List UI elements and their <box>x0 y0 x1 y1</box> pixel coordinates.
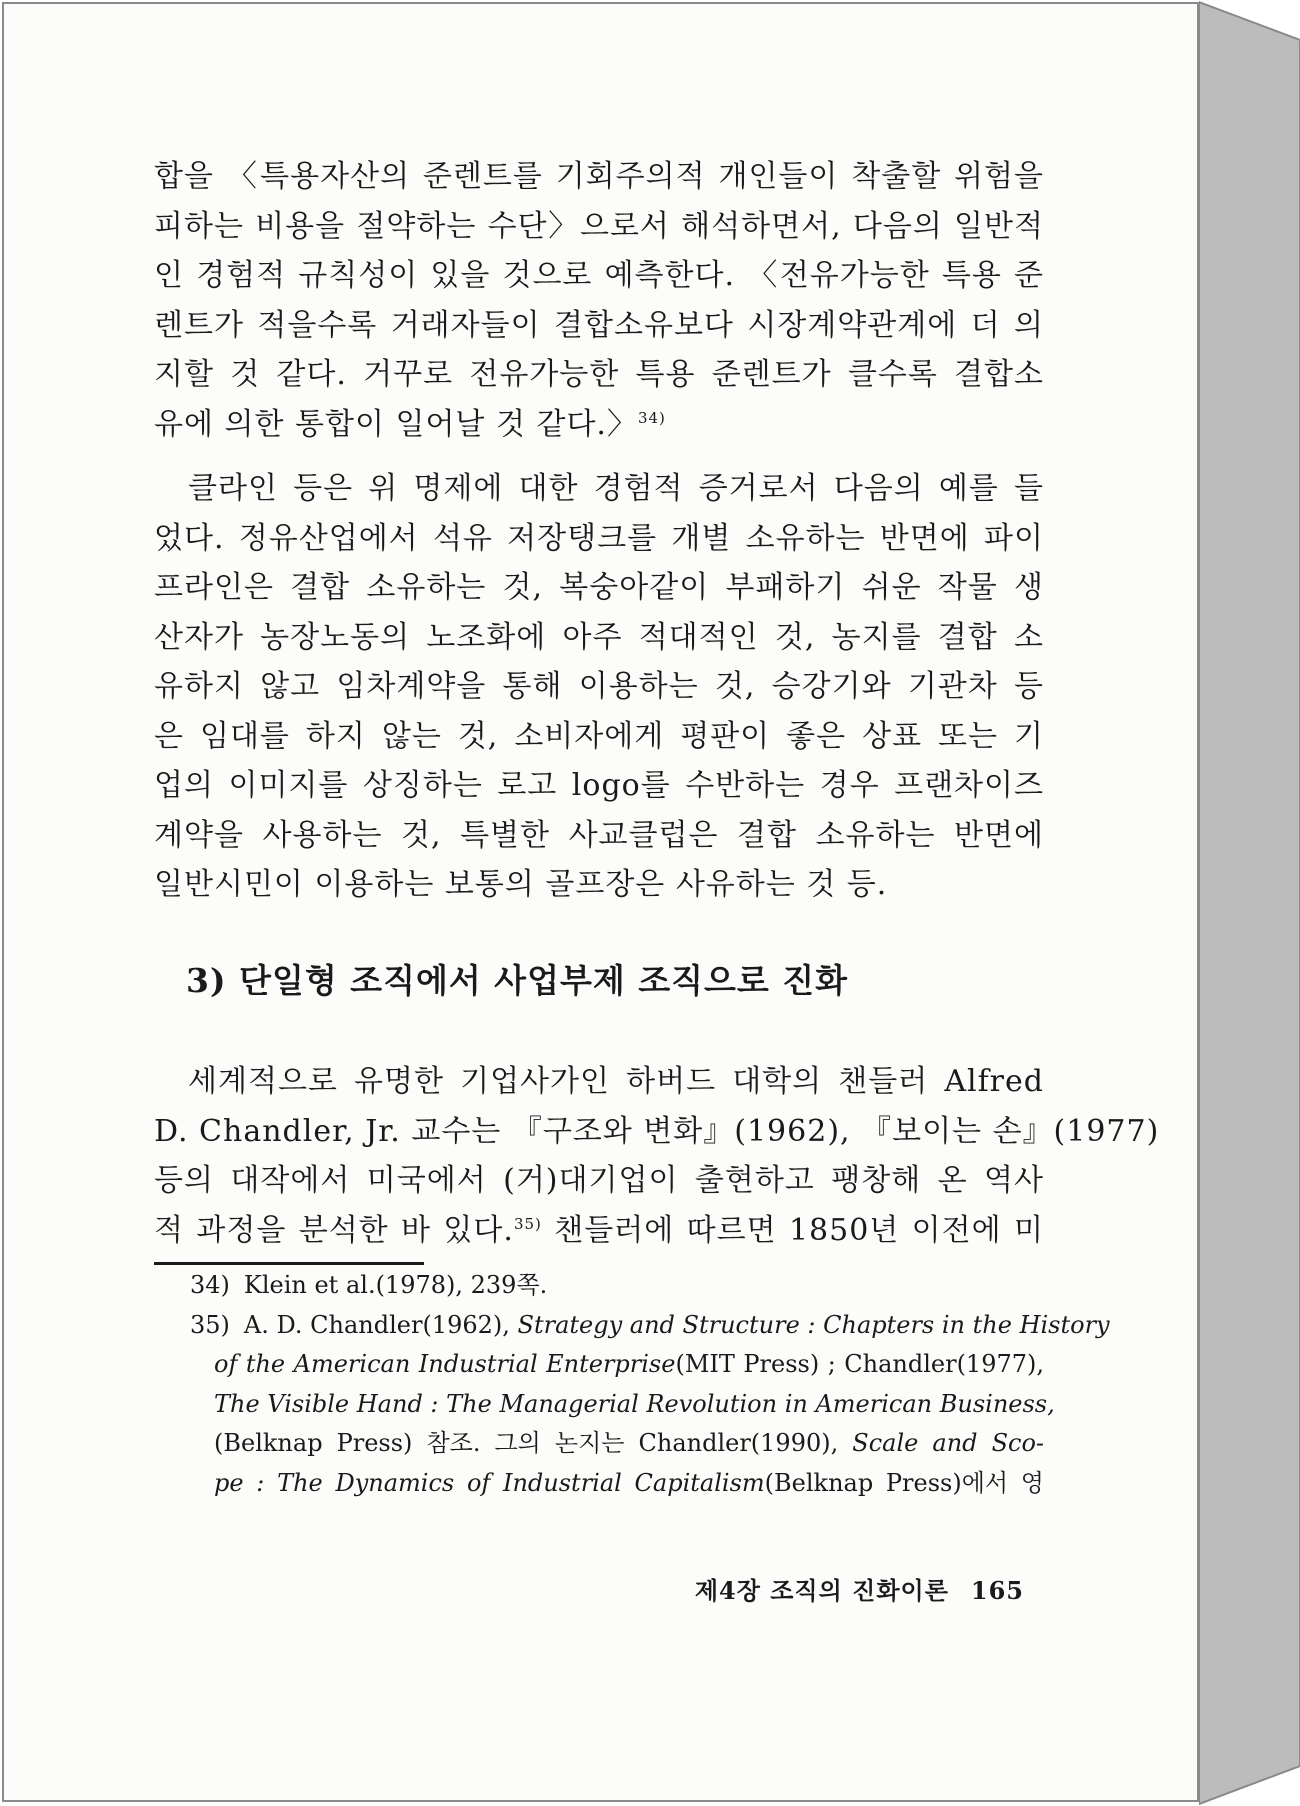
paragraph-line: 은 임대를 하지 않는 것, 소비자에게 평판이 좋은 상표 또는 기 <box>154 718 1044 754</box>
paragraph-line: 일반시민이 이용하는 보통의 골프장은 사유하는 것 등. <box>154 867 888 902</box>
running-title: 제4장 조직의 진화이론 <box>694 1576 949 1605</box>
paragraph-line: 클라인 등은 위 명제에 대한 경험적 증거로서 다음의 예를 들 <box>188 471 1044 506</box>
paragraph-line: 합을 〈특용자산의 준렌트를 기회주의적 개인들이 착출할 위험을 <box>154 159 1044 194</box>
paragraph-line: 세계적으로 유명한 기업사가인 하버드 대학의 챈들러 Alfred <box>188 1064 1044 1099</box>
footnote-text: A. D. Chandler(1962), <box>243 1310 518 1339</box>
footnote-text: (Belknap Press) 참조. 그의 논지는 Chandler(1990), <box>214 1429 853 1457</box>
footnote-number: 35) <box>190 1310 230 1339</box>
paragraph-line-last <box>154 400 1044 450</box>
paragraph-line: 피하는 비용을 절약하는 수단〉으로서 해석하면서, 다음의 일반적 <box>154 208 1044 244</box>
paragraph-text: 챈들러에 따르면 1850년 이전에 미 <box>554 1212 1044 1248</box>
paragraph-line: 지할 것 같다. 거꾸로 전유가능한 특용 준렌트가 클수록 결합소 <box>154 357 1044 392</box>
page-number: 165 <box>970 1576 1024 1605</box>
page-stack-edge <box>1199 0 1300 1806</box>
footnote-35-line-1 <box>154 1306 1110 1346</box>
paragraph-1 <box>154 152 1044 449</box>
paragraph-text: 유에 의한 통합이 일어날 것 같다.〉 <box>154 406 638 442</box>
footnote-number: 34) <box>190 1271 230 1299</box>
footnotes <box>154 1266 1110 1503</box>
paragraph-line: 산자가 농장노동의 노조화에 아주 적대적인 것, 농지를 결합 소 <box>154 619 1044 655</box>
footnote-text: (Belknap Press)에서 영 <box>764 1468 1044 1497</box>
paragraph-line: 인 경험적 규칙성이 있을 것으로 예측한다. 〈전유가능한 특용 준 <box>154 258 1044 293</box>
page-stack-side <box>1199 2 1300 1804</box>
paragraph-line: 었다. 정유산업에서 석유 저장탱크를 개별 소유하는 반면에 파이 <box>154 520 1044 556</box>
footnote-35-line-3: The Visible Hand : The Managerial Revolution in American Business, <box>214 1389 1055 1418</box>
running-footer <box>644 1574 1024 1608</box>
section-heading: 3) 단일형 조직에서 사업부제 조직으로 진화 <box>186 961 848 1000</box>
book-title: pe : The Dynamics of Industrial Capitalism <box>214 1468 765 1497</box>
footnote-text: Klein et al.(1978), 239쪽. <box>243 1271 548 1299</box>
footnote-ref-35[interactable]: 35) <box>513 1214 542 1233</box>
footnote-text: (MIT Press) ; Chandler(1977), <box>675 1350 1045 1378</box>
footnote-separator <box>154 1262 424 1265</box>
footnote-35-line-2 <box>154 1345 1044 1385</box>
footnote-35-line-5 <box>154 1464 1044 1504</box>
paragraph-3 <box>154 1057 1160 1255</box>
paragraph-line: 유하지 않고 임차계약을 통해 이용하는 것, 승강기와 기관차 등 <box>154 669 1044 704</box>
book-title: Scale and Sco- <box>852 1429 1045 1457</box>
paragraph-line: 렌트가 적을수록 거래자들이 결합소유보다 시장계약관계에 더 의 <box>154 307 1044 343</box>
paragraph-line: 프라인은 결합 소유하는 것, 복숭아같이 부패하기 쉬운 작물 생 <box>154 570 1044 605</box>
paragraph-2 <box>154 464 1044 910</box>
book-title: Strategy and Structure : Chapters in the History <box>517 1310 1110 1339</box>
book-title: of the American Industrial Enterprise <box>214 1350 676 1378</box>
paragraph-line: 계약을 사용하는 것, 특별한 사교클럽은 결합 소유하는 반면에 <box>154 817 1044 853</box>
footnote-34 <box>154 1266 1044 1306</box>
book-page <box>2 2 1199 1802</box>
footnote-35-line-4 <box>154 1424 1044 1464</box>
paragraph-line: 등의 대작에서 미국에서 (거)대기업이 출현하고 팽창해 온 역사 <box>154 1163 1044 1198</box>
footnote-ref-34[interactable]: 34) <box>637 408 666 427</box>
paragraph-line-mixed <box>154 1206 1044 1256</box>
paragraph-line: D. Chandler, Jr. 교수는 『구조와 변화』(1962), 『보이는 손』(1977) <box>154 1113 1160 1149</box>
paragraph-text: 적 과정을 분석한 바 있다. <box>154 1212 514 1248</box>
paragraph-line: 업의 이미지를 상징하는 로고 logo를 수반하는 경우 프랜차이즈 <box>154 768 1044 803</box>
